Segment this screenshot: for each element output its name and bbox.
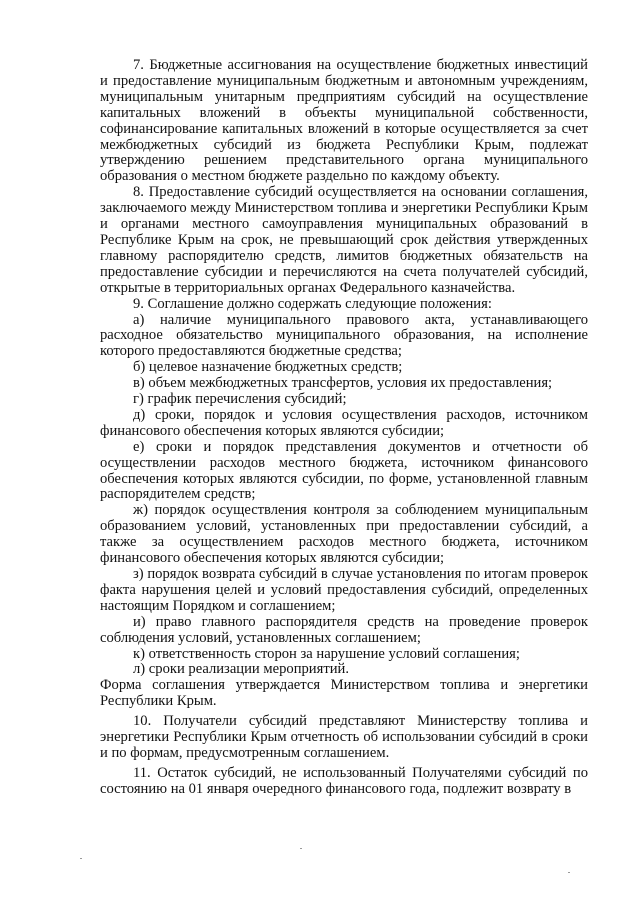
paragraph-8: 8. Предоставление субсидий осуществляется на основании соглашения, заключаемого между Министерством топлива и энергетики Республики Крым и органами местного самоуправления муниципальных образований в Республике Крым на срок, не превышающий срок действия утвержденных главному распорядителю средств, лимитов бюджетных обязательств на предоставление субсидии и перечисляются на счета получателей субсидий, открытые в территориальных органах Федерального казначейства. — [100, 184, 588, 296]
list-item-a: а) наличие муниципального правового акта, устанавливающего расходное обязательство муниципального образования, на исполнение которого предоставляются бюджетные средства; — [100, 311, 588, 360]
paragraph-11: 11. Остаток субсидий, не использованный Получателями субсидий по состоянию на 01 января очередного финансового года, подлежит возврату в — [100, 764, 588, 797]
list-item-e: е) сроки и порядок представления документов и отчетности об осуществлении расходов местного бюджета, источником финансового обеспечения которых являются субсидии, по форме, установленной главным распорядителем средств; — [100, 438, 588, 503]
list-item-b: б) целевое назначение бюджетных средств; — [133, 359, 403, 376]
list-item-d: д) сроки, порядок и условия осуществления расходов, источником финансового обеспечения которых являются субсидии; — [100, 406, 588, 439]
list-item-k: к) ответственность сторон за нарушение условий соглашения; — [133, 645, 520, 662]
scan-speck — [568, 872, 570, 873]
paragraph-10: 10. Получатели субсидий представляют Министерству топлива и энергетики Республики Крым отчетность об использовании субсидий в сроки и по формам, предусмотренным соглашением. — [100, 713, 588, 761]
paragraph-7: 7. Бюджетные ассигнования на осуществление бюджетных инвестиций и предоставление муниципальным бюджетным и автономным учреждениям, муниципальным унитарным предприятиям субсидий на осуществление капитальных вложений в объекты муниципальной собственности, софинансирование капитальных вложений в которые осуществляется за счет межбюджетных субсидий из бюджета Республики Крым, подлежат утверждению решением представительного органа муниципального образования о местном бюджете раздельно по каждому объекту. — [100, 57, 588, 185]
paragraph-9: 9. Соглашение должно содержать следующие положения: — [133, 295, 492, 312]
document-page — [100, 58, 588, 798]
scan-speck — [80, 858, 82, 859]
scan-speck — [300, 848, 302, 849]
list-item-g: г) график перечисления субсидий; — [133, 391, 347, 408]
list-item-v: в) объем межбюджетных трансфертов, условия их предоставления; — [133, 375, 553, 392]
agreement-form-paragraph: Форма соглашения утверждается Министерством топлива и энергетики Республики Крым. — [100, 677, 588, 710]
list-item-zh: ж) порядок осуществления контроля за соблюдением муниципальным образованием условий, установленных при предоставлении субсидий, а также за осуществлением расходов местного бюджета, источником финансового обеспечения которых являются субсидии; — [100, 502, 588, 567]
list-item-z: з) порядок возврата субсидий в случае установления по итогам проверок факта нарушения целей и условий предоставления субсидий, определенных настоящим Порядком и соглашением; — [100, 566, 588, 614]
list-item-l: л) сроки реализации мероприятий. — [133, 661, 349, 678]
list-item-i: и) право главного распорядителя средств на проведение проверок соблюдения условий, установленных соглашением; — [100, 613, 588, 646]
